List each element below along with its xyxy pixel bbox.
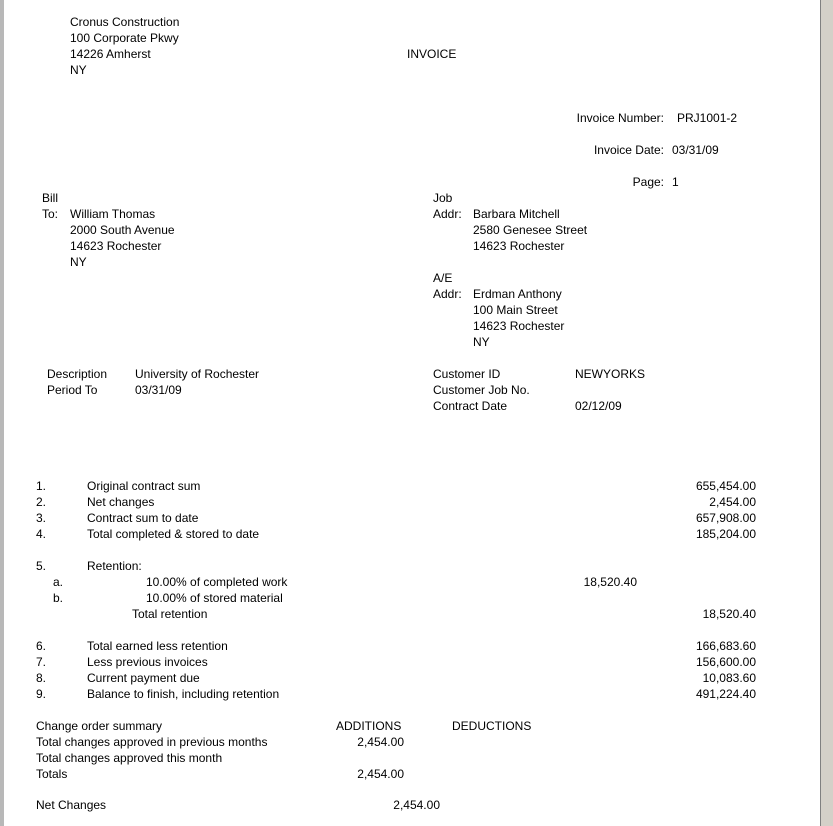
totals-additions: 2,454.00	[357, 767, 404, 781]
total-retention-label: Total retention	[132, 607, 208, 621]
line-8-number: 8.	[36, 671, 47, 685]
job-addr-label-line1: Job	[433, 191, 453, 205]
invoice-title: INVOICE	[407, 47, 457, 61]
ae-addr-name: Erdman Anthony	[473, 287, 562, 301]
company-name: Cronus Construction	[70, 15, 180, 29]
ae-addr-label-line1: A/E	[433, 271, 453, 285]
line-8-value: 10,083.60	[702, 671, 756, 685]
page-number-value: 1	[672, 175, 679, 189]
additions-header: ADDITIONS	[336, 719, 402, 733]
viewer-left-edge	[0, 0, 4, 826]
totals-label: Totals	[36, 767, 68, 781]
customer-id-label: Customer ID	[433, 367, 501, 381]
line-1-number: 1.	[36, 479, 47, 493]
bill-to-state: NY	[70, 255, 87, 269]
ae-addr-address-line2: 14623 Rochester	[473, 319, 565, 333]
page-number-label: Page:	[632, 175, 664, 189]
period-to-value: 03/31/09	[135, 383, 182, 397]
job-addr-address-line2: 14623 Rochester	[473, 239, 565, 253]
customer-id-value: NEWYORKS	[575, 367, 646, 381]
line-7-number: 7.	[36, 655, 47, 669]
line-2-number: 2.	[36, 495, 47, 509]
change-order-title: Change order summary	[36, 719, 163, 733]
bill-to-label-line2: To:	[42, 207, 59, 221]
description-value: University of Rochester	[135, 367, 260, 381]
line-3-number: 3.	[36, 511, 47, 525]
period-to-label: Period To	[47, 383, 98, 397]
contract-date-label: Contract Date	[433, 399, 508, 413]
line-2-value: 2,454.00	[709, 495, 756, 509]
line-6-number: 6.	[36, 639, 47, 653]
net-changes-label: Net Changes	[36, 798, 107, 812]
net-changes-value: 2,454.00	[393, 798, 440, 812]
line-3-label: Contract sum to date	[87, 511, 199, 525]
invoice-number-label: Invoice Number:	[576, 111, 664, 125]
line-7-value: 156,600.00	[695, 655, 756, 669]
this-month-label: Total changes approved this month	[36, 751, 223, 765]
line-9-number: 9.	[36, 687, 47, 701]
line-5a-value: 18,520.40	[583, 575, 637, 589]
job-addr-address-line1: 2580 Genesee Street	[473, 223, 588, 237]
line-9-label: Balance to finish, including retention	[87, 687, 280, 701]
line-8-label: Current payment due	[87, 671, 200, 685]
deductions-header: DEDUCTIONS	[452, 719, 532, 733]
line-2-label: Net changes	[87, 495, 155, 509]
bill-to-label-line1: Bill	[42, 191, 59, 205]
invoice-number-value: PRJ1001-2	[677, 111, 738, 125]
job-addr-label-line2: Addr:	[433, 207, 462, 221]
line-1-label: Original contract sum	[87, 479, 201, 493]
invoice-date-label: Invoice Date:	[593, 143, 664, 157]
line-5b-number: b.	[53, 591, 64, 605]
line-3-value: 657,908.00	[695, 511, 756, 525]
line-1-value: 655,454.00	[695, 479, 756, 493]
line-5-label: Retention:	[87, 559, 142, 573]
viewer-scrollbar[interactable]	[820, 0, 833, 826]
description-label: Description	[47, 367, 108, 381]
line-4-label: Total completed & stored to date	[87, 527, 260, 541]
line-4-number: 4.	[36, 527, 47, 541]
company-address-line2: 14226 Amherst	[70, 47, 151, 61]
bill-to-address-line2: 14623 Rochester	[70, 239, 162, 253]
line-5a-number: a.	[53, 575, 64, 589]
company-state: NY	[70, 63, 87, 77]
ae-addr-label-line2: Addr:	[433, 287, 462, 301]
invoice-date-value: 03/31/09	[672, 143, 719, 157]
contract-date-value: 02/12/09	[575, 399, 622, 413]
line-9-value: 491,224.40	[695, 687, 756, 701]
line-6-value: 166,683.60	[695, 639, 756, 653]
customer-job-label: Customer Job No.	[433, 383, 530, 397]
line-5b-label: 10.00% of stored material	[146, 591, 283, 605]
line-6-label: Total earned less retention	[87, 639, 228, 653]
total-retention-value: 18,520.40	[702, 607, 756, 621]
job-addr-name: Barbara Mitchell	[473, 207, 560, 221]
company-address-line1: 100 Corporate Pkwy	[70, 31, 179, 45]
bill-to-name: William Thomas	[70, 207, 156, 221]
ae-addr-state: NY	[473, 335, 490, 349]
line-7-label: Less previous invoices	[87, 655, 208, 669]
prev-months-label: Total changes approved in previous months	[36, 735, 268, 749]
prev-months-additions: 2,454.00	[357, 735, 404, 749]
bill-to-address-line1: 2000 South Avenue	[70, 223, 175, 237]
line-4-value: 185,204.00	[695, 527, 756, 541]
line-5-number: 5.	[36, 559, 47, 573]
line-5a-label: 10.00% of completed work	[146, 575, 288, 589]
ae-addr-address-line1: 100 Main Street	[473, 303, 558, 317]
